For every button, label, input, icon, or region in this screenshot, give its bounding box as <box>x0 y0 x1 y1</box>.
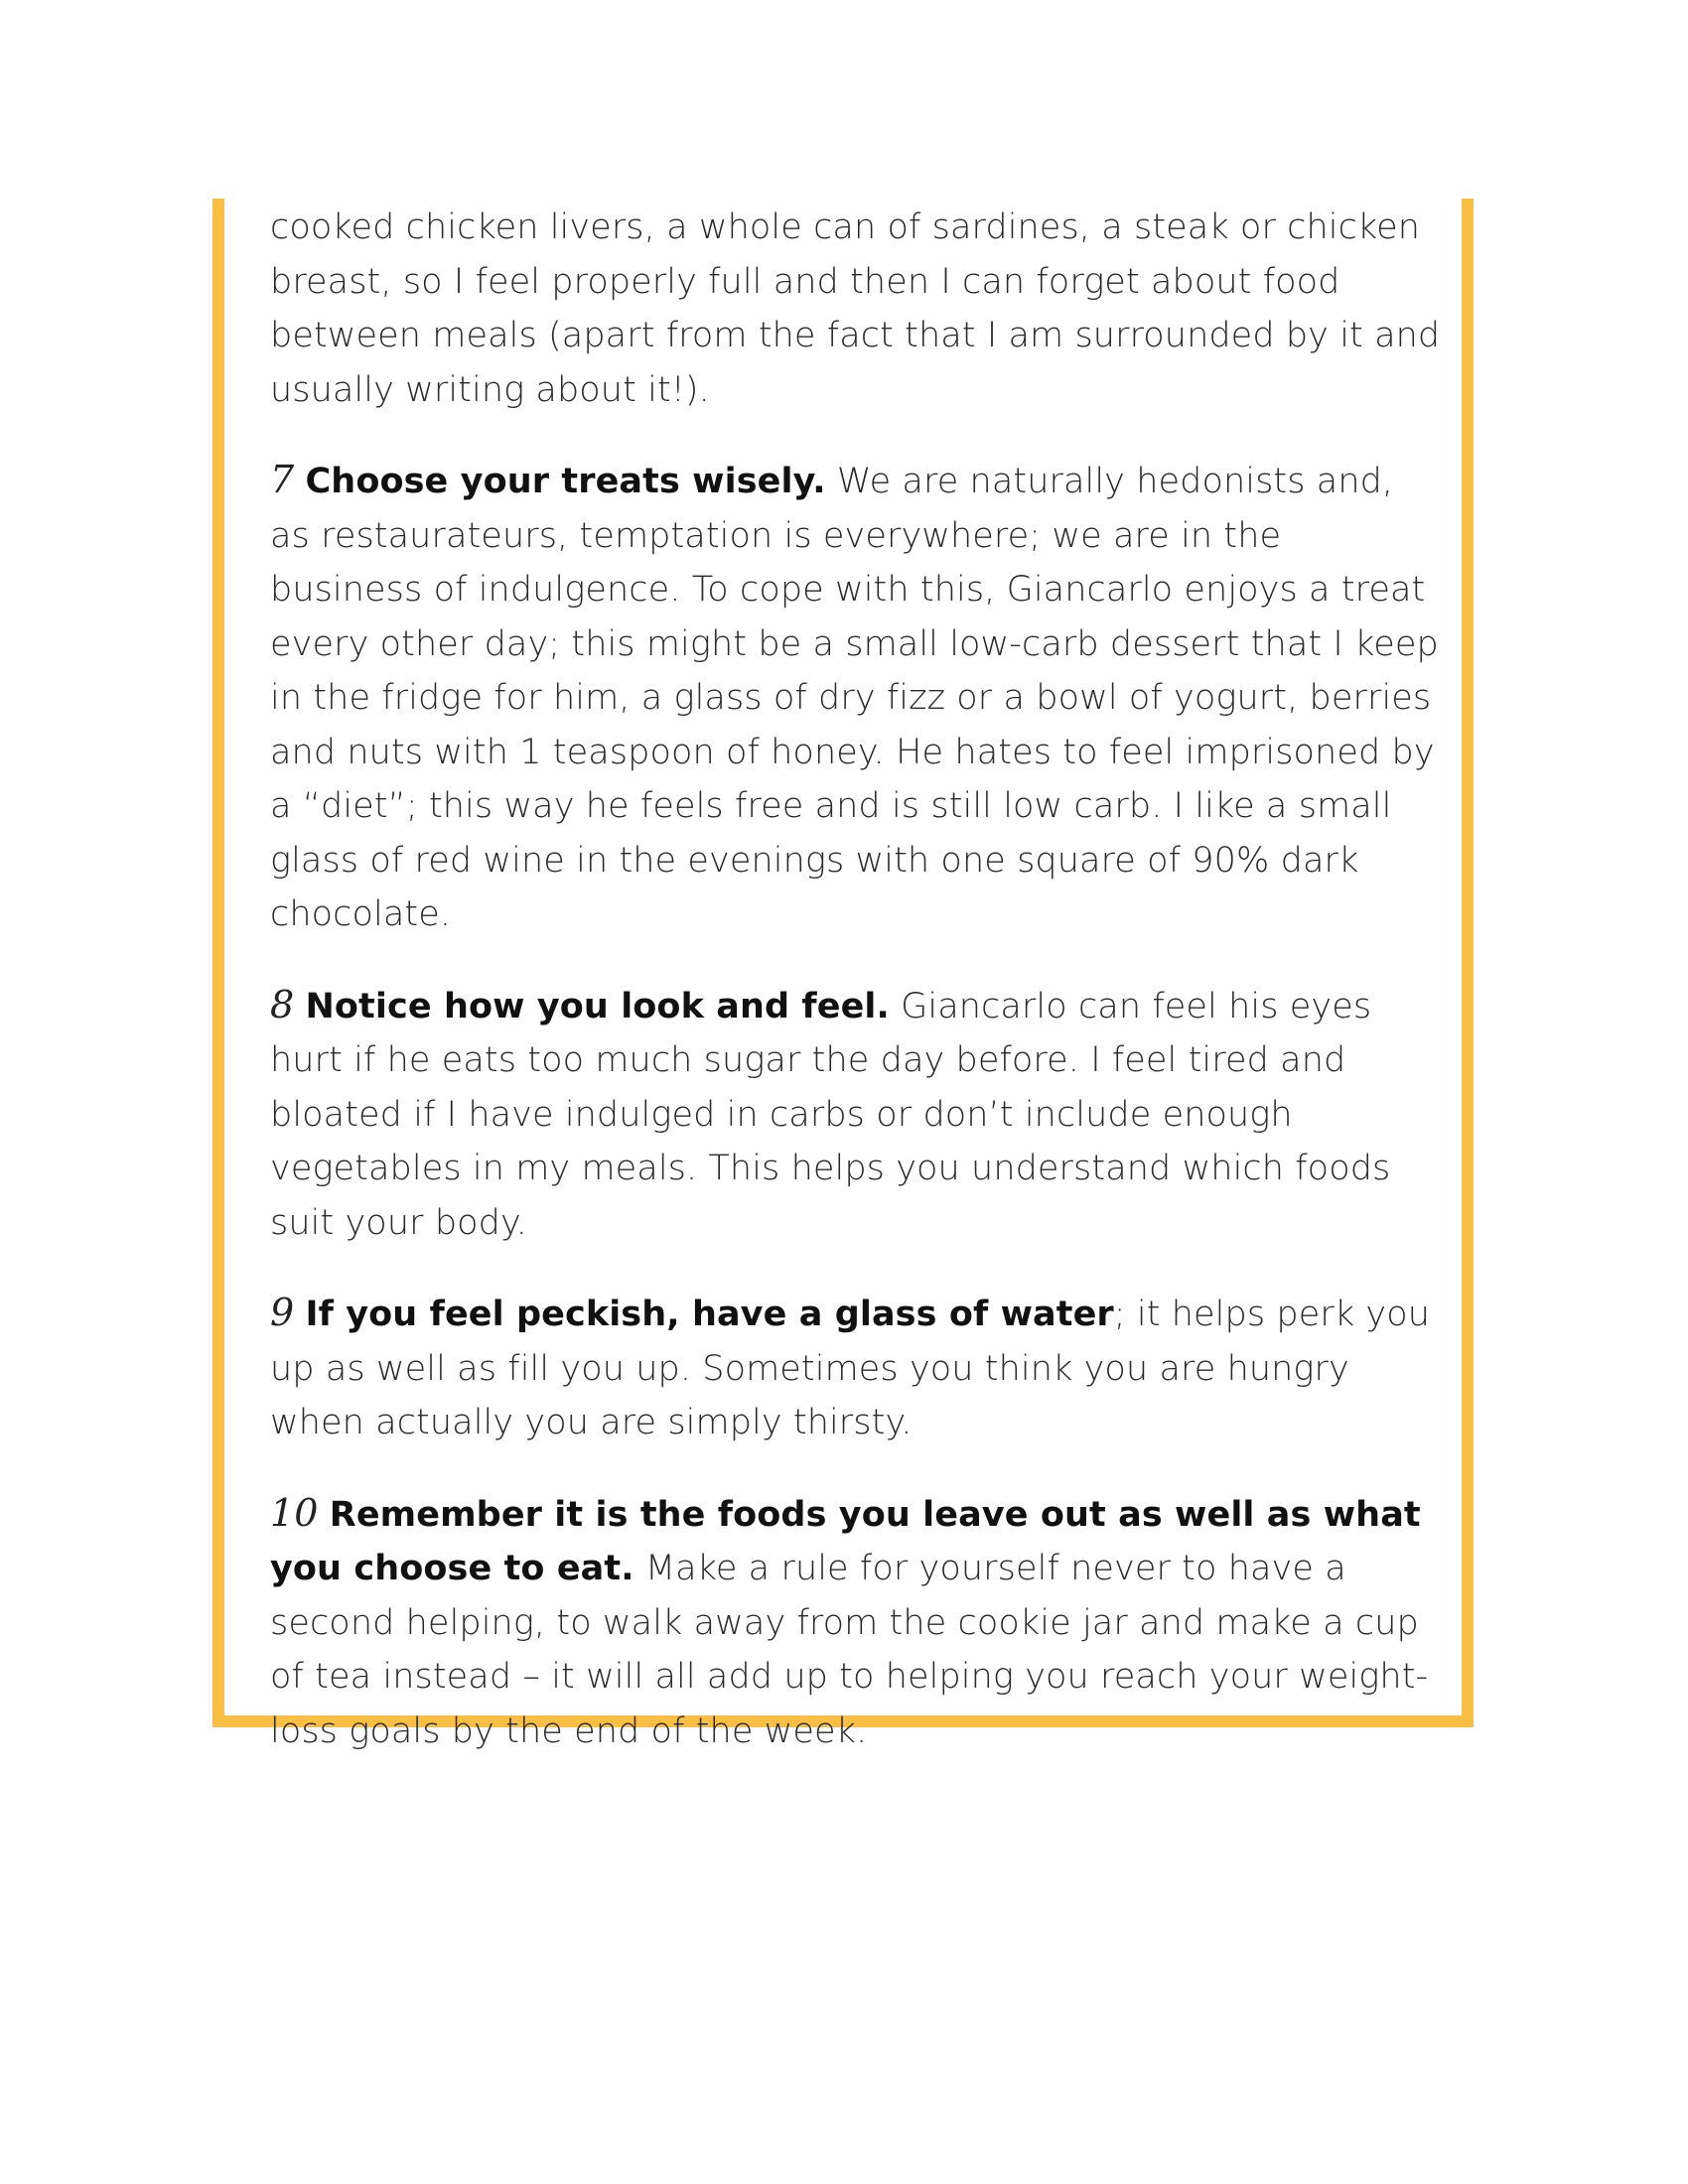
tips-content <box>270 199 1442 1794</box>
tip-number: 8 <box>270 982 295 1026</box>
tip-9 <box>270 1286 1442 1450</box>
tip-number: 10 <box>270 1490 319 1535</box>
tip-number: 7 <box>270 458 295 501</box>
tips-box <box>212 199 1474 1751</box>
tip-heading: Notice how you look and feel. <box>305 986 890 1026</box>
tip-body: Make a rule for yourself never to have a second helping, to walk away from the cookie jar and make a cup of tea instead – it will all add up to helping you reach your weight-loss goals by the end of the week. <box>270 1549 1429 1751</box>
intro-paragraph <box>270 201 1442 417</box>
tip-body: Giancarlo can feel his eyes hurt if he eats too much sugar the day before. I feel tired and bloated if I have indulged in carbs or don’t include enough vegetables in my meals. This helps you understand which foods suit your body. <box>270 986 1391 1243</box>
tip-heading: If you feel peckish, have a glass of water <box>305 1295 1114 1334</box>
intro-text: cooked chicken livers, a whole can of sardines, a steak or chicken breast, so I feel properly full and then I can forget about food between meals (apart from the fact that I am surrounded by it and usually writing about it!). <box>270 207 1441 410</box>
tip-8 <box>270 978 1442 1251</box>
tip-10 <box>270 1486 1442 1759</box>
tip-body: ; it helps perk you up as well as fill you up. Sometimes you think you are hungry when actually you are simply thirsty. <box>270 1295 1431 1442</box>
tip-7 <box>270 453 1442 942</box>
tip-body: We are naturally hedonists and, as restaurateurs, temptation is everywhere; we are in the business of indulgence. To cope with this, Giancarlo enjoys a treat every other day; this might be a small low-carb dessert that I keep in the fridge for him, a glass of dry fizz or a bowl of yogurt, berries and nuts with 1 teaspoon of honey. He hates to feel imprisoned by a “diet”; this way he feels free and is still low carb. I like a small glass of red wine in the evenings with one square of 90% dark chocolate. <box>270 462 1439 934</box>
tip-heading: Remember it is the foods you leave out as well as what you choose to eat. <box>270 1494 1421 1588</box>
tip-heading: Choose your treats wisely. <box>305 462 826 501</box>
tip-number: 9 <box>270 1291 295 1334</box>
